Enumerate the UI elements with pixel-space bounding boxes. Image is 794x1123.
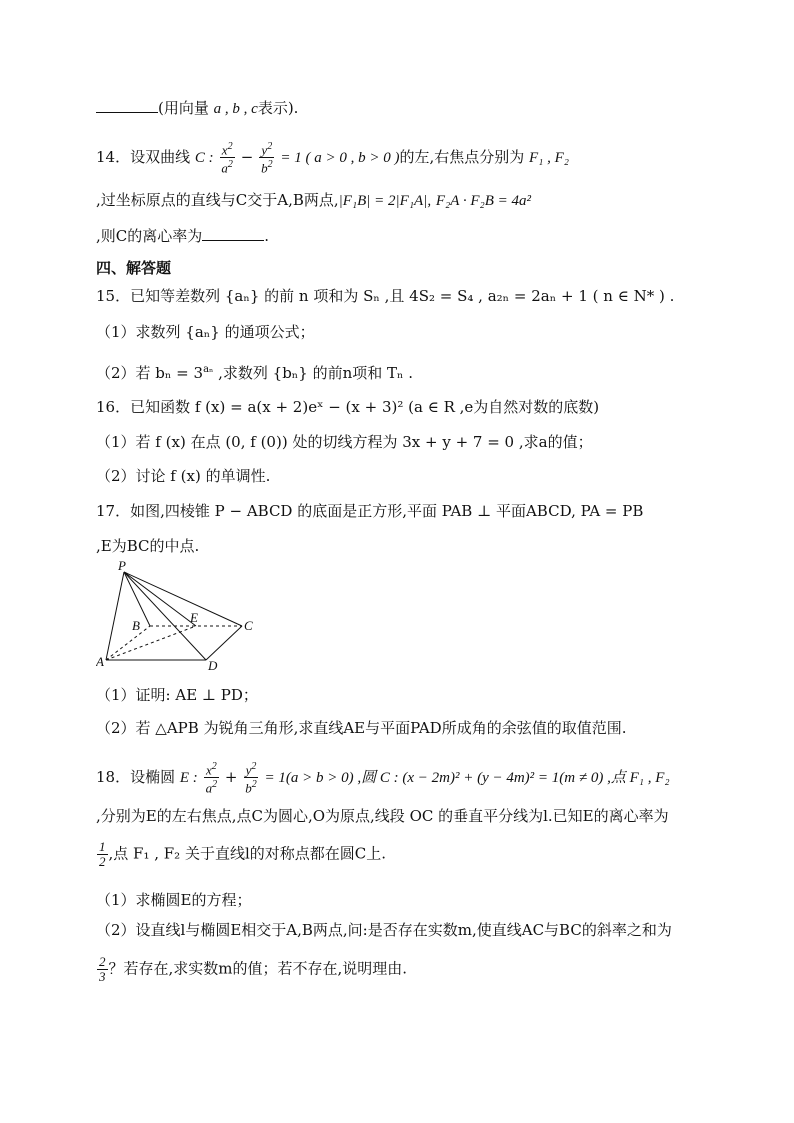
edge-PA bbox=[106, 572, 124, 660]
q13-vectors: a , b , c bbox=[213, 101, 258, 117]
q18-part2b bbox=[96, 955, 407, 984]
q14-line2-text: ,过坐标原点的直线与C交于A,B两点, bbox=[96, 191, 339, 209]
q14-dot-cond: F₂A · F₂B = 4a² bbox=[435, 193, 532, 209]
q14-number: 14． bbox=[96, 147, 131, 166]
q18-part2b-suffix: ？若存在,求实数m的值；若不存在,说明理由. bbox=[108, 959, 408, 978]
q16-part1: （1）若 f (x) 在点 (0, f (0)) 处的切线方程为 3x + y + 7 = 0 ,求a的值； bbox=[96, 433, 593, 451]
edge-AE bbox=[106, 626, 196, 660]
q14-prefix: 设双曲线 bbox=[130, 147, 191, 166]
q13-tail-line bbox=[96, 98, 298, 119]
q18-line3 bbox=[96, 840, 386, 869]
label-E: E bbox=[190, 610, 198, 625]
q15-part2 bbox=[96, 360, 413, 383]
answer-blank bbox=[202, 226, 264, 241]
q14-frac-x: $\frac{x^2}{a^2}$ bbox=[221, 141, 233, 176]
q18-eccentricity-frac: $\frac{1}{2}$ bbox=[99, 839, 106, 869]
q18-prefix: 18．设椭圆 bbox=[96, 767, 176, 786]
q18-slope-frac: $\frac{2}{3}$ bbox=[99, 954, 106, 984]
q17-part2: （2）若 △APB 为锐角三角形,求直线AE与平面PAD所成角的余弦值的取值范围. bbox=[96, 719, 627, 737]
q18-ellipse-name: E : bbox=[179, 769, 198, 786]
label-A: A bbox=[96, 654, 104, 669]
section-heading: 四、解答题 bbox=[96, 259, 172, 277]
q14-frac-y: $\frac{y^2}{b^2}$ bbox=[261, 141, 273, 176]
q15-part1: （1）求数列 {aₙ} 的通项公式； bbox=[96, 323, 315, 341]
q14-suffix: 的左,右焦点分别为 bbox=[399, 147, 525, 166]
q18-part2: （2）设直线l与椭圆E相交于A,B两点,问:是否存在实数m,使直线AC与BC的斜率之和为 bbox=[96, 921, 672, 939]
q16-line1: 16．已知函数 f (x) = a(x + 2)eˣ − (x + 3)² (a ∈ R ,e为自然对数的底数) bbox=[96, 398, 600, 416]
label-C: C bbox=[244, 618, 253, 633]
q18-frac-y: $\frac{y^2}{b^2}$ bbox=[245, 761, 257, 796]
q14-curve-name: C : bbox=[194, 149, 214, 166]
q16-part2: （2）讨论 f (x) 的单调性. bbox=[96, 467, 271, 485]
edge-PC bbox=[124, 572, 242, 626]
q15-line1: 15．已知等差数列 {aₙ} 的前 n 项和为 Sₙ ,且 4S₂ = S₄ , a₂ₙ = 2aₙ + 1 ( n ∈ N* ) . bbox=[96, 287, 675, 305]
answer-blank bbox=[96, 98, 158, 113]
q14-eq-rhs: = 1 ( a > 0 , b > 0 ) bbox=[280, 149, 400, 166]
q15-exponent: aₙ bbox=[203, 364, 214, 375]
q15-part2-prefix: （2）若 bₙ = 3 bbox=[96, 364, 204, 382]
q14-line3-prefix: ,则C的离心率为 bbox=[96, 227, 203, 245]
q15-part2-suffix: ,求数列 {bₙ} 的前n项和 Tₙ . bbox=[213, 364, 414, 382]
q14-line2 bbox=[96, 190, 531, 211]
q13-end: 表示). bbox=[257, 99, 299, 117]
q14-foci: F₁ , F₂ bbox=[529, 149, 570, 166]
q14-line1: 14．设双曲线 C : $\frac{x^2}{a^2}$ − $\frac{y^2}{b^2}$ = 1 ( a > 0 , b > 0 )的左,右焦点分别为 F₁ , F₂ bbox=[96, 141, 570, 176]
q18-eq-rhs: = 1(a > b > 0) ,圆 C : (x − 2m)² + (y − 4m)² = 1(m ≠ 0) ,点 F₁ , F₂ bbox=[264, 769, 670, 786]
q18-line1: 18．设椭圆 E : $\frac{x^2}{a^2}$ + $\frac{y^2}{b^2}$ = 1(a > b > 0) ,圆 C : (x − 2m)² + (y − 4m)² = 1(m ≠ 0) ,点 F₁ , F₂ bbox=[96, 761, 670, 796]
label-P: P bbox=[118, 560, 126, 573]
q17-line2: ,E为BC的中点. bbox=[96, 537, 200, 555]
q17-part1: （1）证明: AE ⊥ PD； bbox=[96, 686, 258, 704]
q13-suffix: (用向量 bbox=[158, 99, 209, 117]
edge-AB bbox=[106, 626, 150, 660]
q18-frac-x: $\frac{x^2}{a^2}$ bbox=[205, 761, 218, 796]
q18-line3-suffix: ,点 F₁ , F₂ 关于直线l的对称点都在圆C上. bbox=[108, 844, 386, 863]
label-B: B bbox=[132, 618, 140, 633]
q14-abs-cond: |F₁B| = 2|F₁A|, bbox=[338, 193, 432, 209]
label-D: D bbox=[208, 658, 218, 672]
q17-line1: 17．如图,四棱锥 P − ABCD 的底面是正方形,平面 PAB ⊥ 平面ABCD, PA = PB bbox=[96, 502, 644, 520]
q18-line2: ,分别为E的左右焦点,点C为圆心,O为原点,线段 OC 的垂直平分线为l.已知E的离心率为 bbox=[96, 807, 669, 825]
q14-line3-end: . bbox=[264, 227, 270, 245]
q14-line3 bbox=[96, 226, 269, 246]
edge-DC bbox=[206, 626, 242, 660]
q18-part1: （1）求椭圆E的方程； bbox=[96, 891, 252, 909]
pyramid-figure bbox=[96, 560, 266, 672]
